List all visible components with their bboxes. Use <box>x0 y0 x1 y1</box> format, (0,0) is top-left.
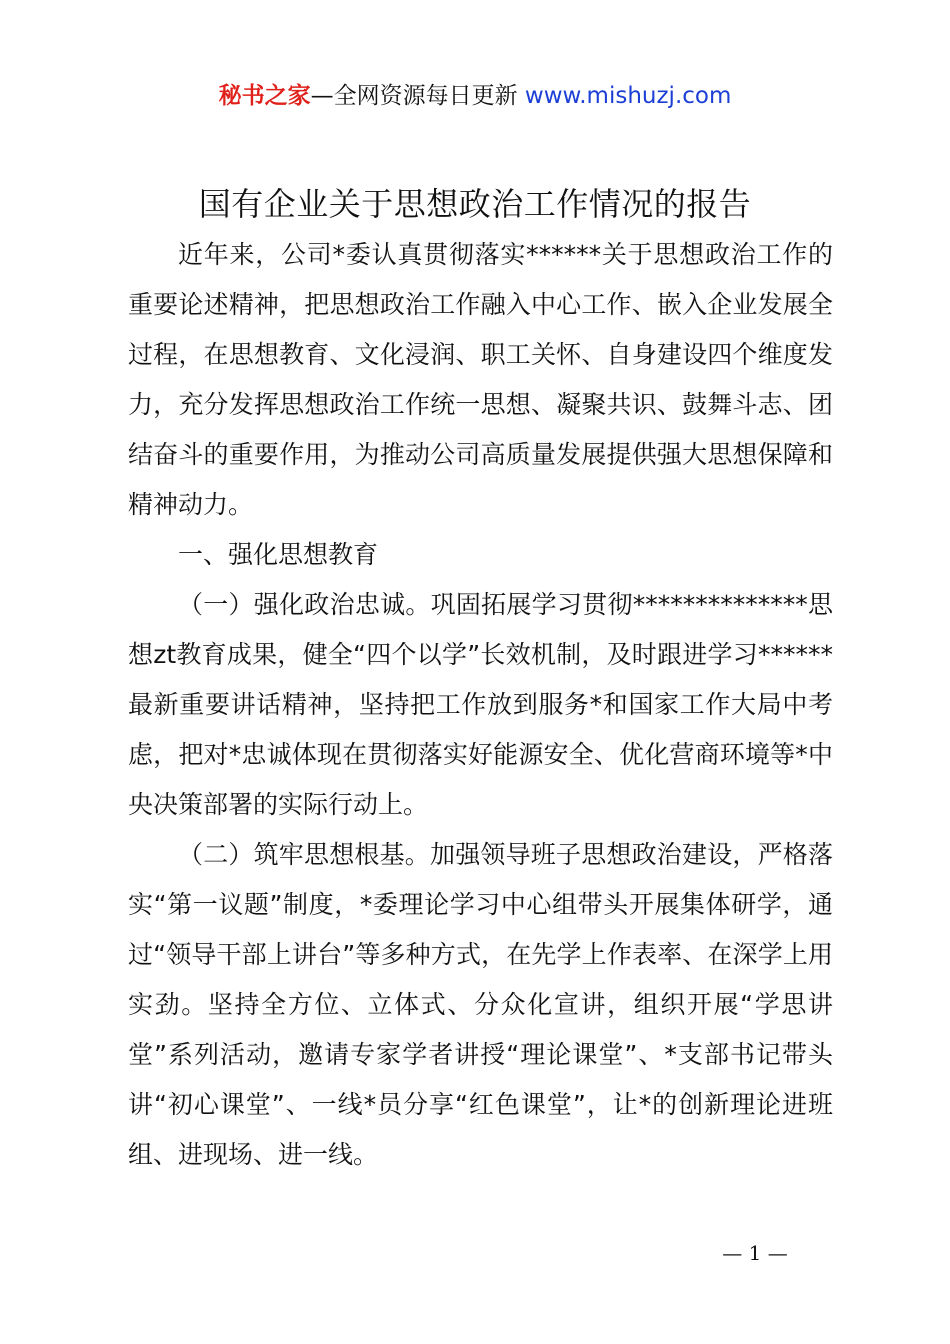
item-paragraph-2: （二）筑牢思想根基。加强领导班子思想政治建设，严格落实“第一议题”制度，*委理论学习中心组带头开展集体研学，通过“领导干部上讲台”等多种方式，在先学上作表率、在深学上用实劲。坚持全方位、立体式、分众化宣讲，组织开展“学思讲堂”系列活动，邀请专家学者讲授“理论课堂”、*支部书记带头讲“初心课堂”、一线*员分享“红色课堂”，让*的创新理论进班组、进现场、进一线。 <box>128 840 833 1169</box>
header-banner <box>0 80 950 112</box>
website-link[interactable]: www.mishuzj.com <box>524 83 732 109</box>
brand-name: 秘书之家 <box>218 83 311 109</box>
banner-slogan: —全网资源每日更新 <box>310 83 518 109</box>
document-body <box>128 230 833 1180</box>
intro-paragraph: 近年来，公司*委认真贯彻落实******关于思想政治工作的重要论述精神，把思想政治工作融入中心工作、嵌入企业发展全过程，在思想教育、文化浸润、职工关怀、自身建设四个维度发力，充分发挥思想政治工作统一思想、凝聚共识、鼓舞斗志、团结奋斗的重要作用，为推动公司高质量发展提供强大思想保障和精神动力。 <box>128 240 833 519</box>
section-heading: 一、强化思想教育 <box>178 540 379 569</box>
item-paragraph-1: （一）强化政治忠诚。巩固拓展学习贯彻**************思想zt教育成果，健全“四个以学”长效机制，及时跟进学习******最新重要讲话精神，坚持把工作放到服务*和国家工作大局中考虑，把对*忠诚体现在贯彻落实好能源安全、优化营商环境等*中央决策部署的实际行动上。 <box>128 590 833 819</box>
page-number: — 1 — <box>722 1241 788 1265</box>
document-title: 国有企业关于思想政治工作情况的报告 <box>198 185 752 223</box>
